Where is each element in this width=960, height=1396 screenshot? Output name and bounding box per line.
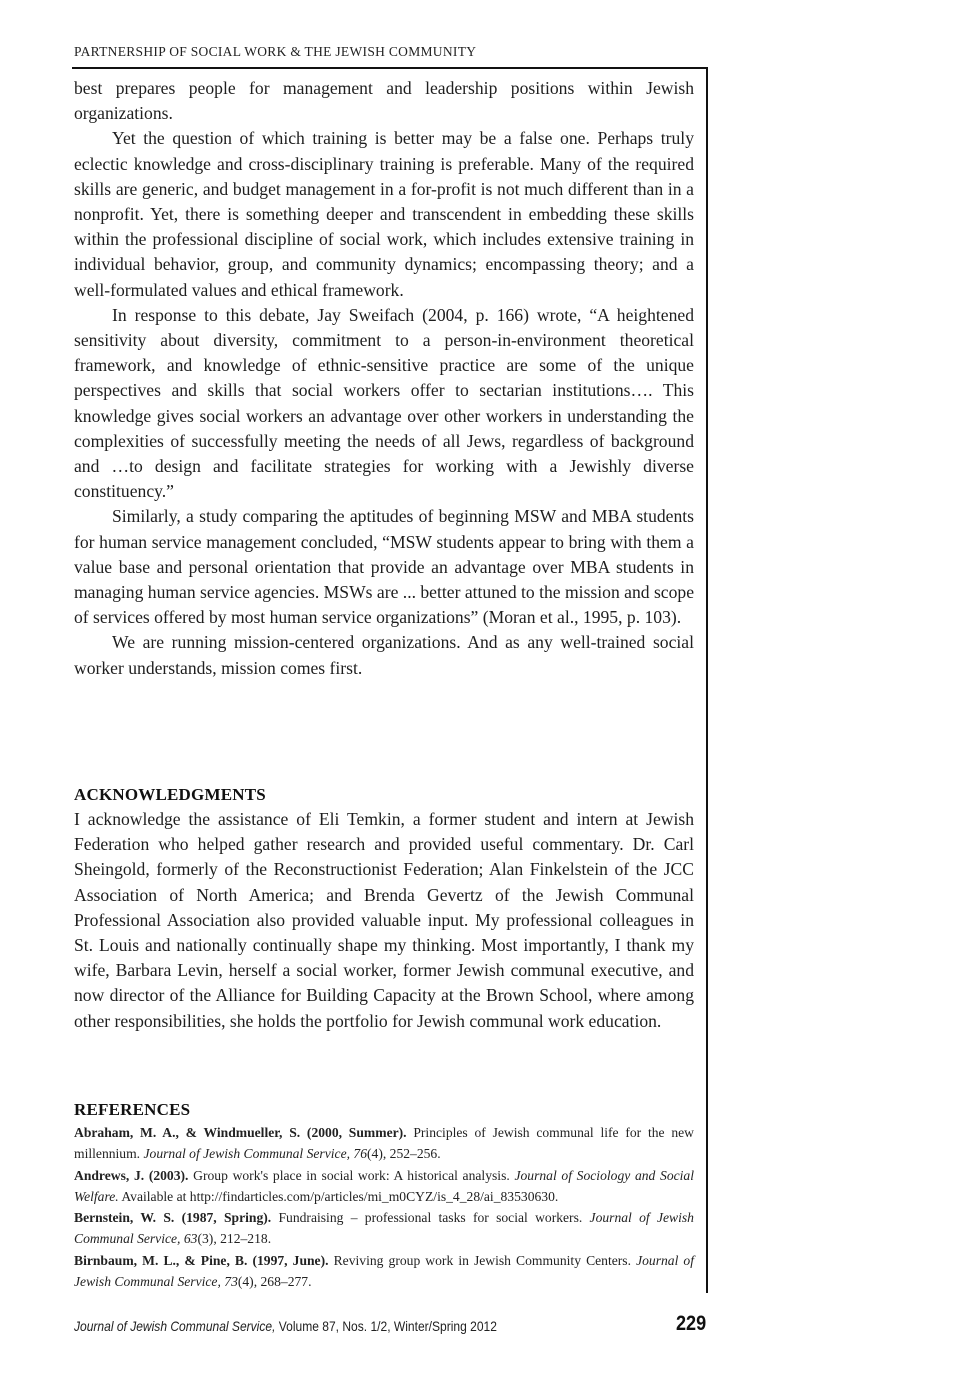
reference-journal: Journal of Jewish Communal Service, bbox=[74, 1210, 694, 1247]
references-heading: REFERENCES bbox=[74, 1100, 191, 1119]
footer-citation bbox=[74, 1318, 497, 1334]
reference-volume: 76 bbox=[353, 1146, 367, 1162]
reference-title: Group work's place in social work: A historical analysis. bbox=[193, 1167, 510, 1183]
references-list bbox=[74, 1122, 694, 1292]
paragraph-1: best prepares people for management and leadership positions within Jewish organizations. bbox=[74, 78, 694, 124]
reference-author: Abraham, M. A., & Windmueller, S. (2000, Summer). bbox=[74, 1125, 407, 1140]
footer-issue: Volume 87, Nos. 1/2, Winter/Spring 2012 bbox=[278, 1318, 497, 1334]
reference-author: Bernstein, W. S. (1987, Spring). bbox=[74, 1210, 272, 1226]
reference-journal: Journal of Jewish Communal Service, bbox=[143, 1146, 350, 1162]
reference-title: Reviving group work in Jewish Community Centers. bbox=[333, 1252, 631, 1268]
reference-pages: (4), 268–277. bbox=[237, 1274, 312, 1290]
acknowledgments-text: I acknowledge the assistance of Eli Temkin, a former student and intern at Jewish Federation who helped gather research and provided useful commentary. Dr. Carl Sheingold, formerly of the Reconstructionist Federation; Alan Finkelstein of the JCC Association of North America; and Brenda Gevertz of the Jewish Communal Professional Association also provided valuable input. My professional colleagues in St. Louis and nationally continually shape my thinking. Most importantly, I thank my wife, Barbara Levin, herself a social worker, former Jewish communal executive, and now director of the Alliance for Building Capacity at the Brown School, where among other responsibilities, she holds the portfolio for Jewish communal work education. bbox=[74, 809, 694, 1031]
margin-rule bbox=[706, 67, 708, 1293]
footer-journal-name: Journal of Jewish Communal Service, bbox=[74, 1318, 276, 1334]
header-rule bbox=[72, 67, 708, 69]
reference-pages: (3), 212–218. bbox=[197, 1231, 272, 1247]
reference-journal: Journal of Sociology and Social Welfare. bbox=[74, 1167, 694, 1204]
paragraph-3: In response to this debate, Jay Sweifach (2004, p. 166) wrote, “A heightened sensitivity about diversity, commitment to a person-in-environment theoretical framework, and knowledge of ethnic-sensitive practice are some of the unique perspectives and skills that social workers offer to sectarian institutions…. This knowledge gives social workers an advantage over other workers in understanding the complexities of successfully meeting the needs of all Jews, regardless of background and …to design and facilitate strategies for working with a Jewishly diverse constituency.” bbox=[74, 304, 694, 502]
reference-entry bbox=[74, 1122, 694, 1165]
paragraph-5: We are running mission-centered organizations. And as any well-trained social worker understands, mission comes first. bbox=[74, 632, 694, 678]
reference-author: Birnbaum, M. L., & Pine, B. (1997, June). bbox=[74, 1252, 329, 1268]
paragraph-2: Yet the question of which training is better may be a false one. Perhaps truly eclectic knowledge and cross-disciplinary training is preferable. Many of the required skills are generic, and budget management in a for-profit is not much different than in a nonprofit. Yet, there is something deeper and transcendent in embedding these skills within the professional discipline of social work, which includes extensive training in individual behavior, group, and community dynamics; encompassing theory; and a well-formulated values and ethical framework. bbox=[74, 128, 694, 300]
running-head: PARTNERSHIP OF SOCIAL WORK & THE JEWISH COMMUNITY bbox=[74, 44, 477, 59]
reference-volume: 63 bbox=[183, 1231, 198, 1247]
reference-title: Fundraising – professional tasks for social workers. bbox=[278, 1210, 583, 1226]
acknowledgments-heading: ACKNOWLEDGMENTS bbox=[74, 785, 266, 804]
body-text bbox=[74, 76, 694, 681]
page-number: 229 bbox=[676, 1312, 707, 1335]
reference-entry bbox=[74, 1207, 694, 1250]
paragraph-4: Similarly, a study comparing the aptitudes of beginning MSW and MBA students for human service management concluded, “MSW students appear to bring with them a value base and personal orientation that provide an advantage over MBA students in managing human service agencies. MSWs are ... better attuned to the mission and scope of services offered by most human service organizations” (Moran et al., 1995, p. 103). bbox=[74, 506, 694, 628]
reference-title: Principles of Jewish communal life for the new millennium. bbox=[74, 1125, 694, 1162]
reference-pages: (4), 252–256. bbox=[367, 1146, 441, 1162]
reference-entry bbox=[74, 1250, 694, 1293]
reference-journal: Journal of Jewish Communal Service, bbox=[74, 1252, 695, 1290]
reference-url: Available at http://findarticles.com/p/articles/mi_m0CYZ/is_4_28/ai_83530630. bbox=[121, 1188, 559, 1204]
reference-volume: 73 bbox=[224, 1274, 238, 1290]
reference-entry bbox=[74, 1165, 694, 1208]
reference-author: Andrews, J. (2003). bbox=[74, 1167, 189, 1183]
